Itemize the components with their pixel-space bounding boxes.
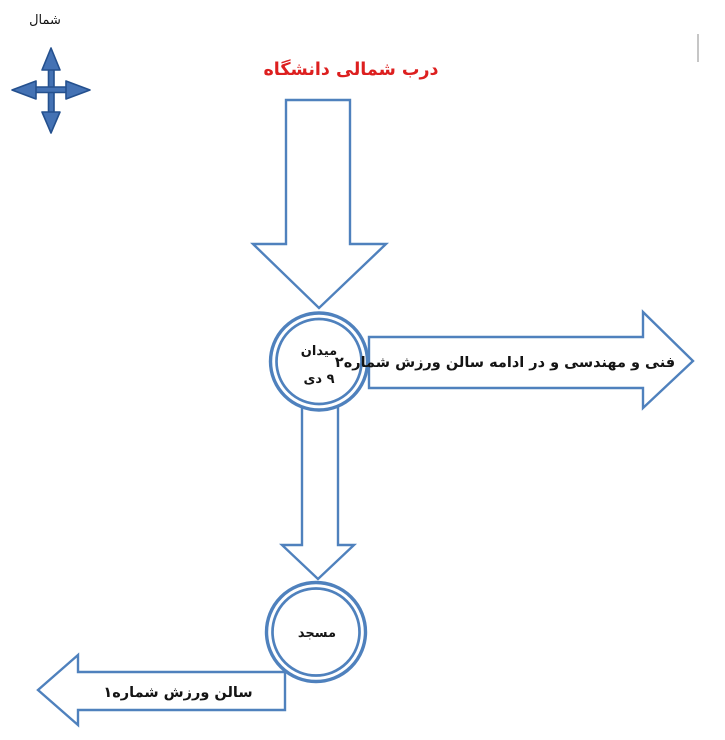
compass-north-arrowhead [42,48,60,70]
compass-icon [12,48,90,133]
arrow-south-to-mosque-icon [282,406,354,579]
node-mosque [267,583,366,682]
north-label: شمال [29,13,61,28]
north-gate-title: درب شمالی دانشگاه [263,60,439,80]
route-east-label: فنی و مهندسی و در ادامه سالن ورزش شماره۲ [334,355,676,371]
compass-west-arrowhead [12,81,36,99]
compass-south-arrowhead [42,112,60,133]
arrow-south-from-gate-icon [253,100,386,308]
meydan-label-line2: ۹ دی [303,372,335,387]
route-west-label: سالن ورزش شماره۱ [103,685,253,701]
mosque-label: مسجد [297,626,337,641]
compass-east-arrowhead [66,81,90,99]
meydan-label-line1: میدان [300,344,338,359]
